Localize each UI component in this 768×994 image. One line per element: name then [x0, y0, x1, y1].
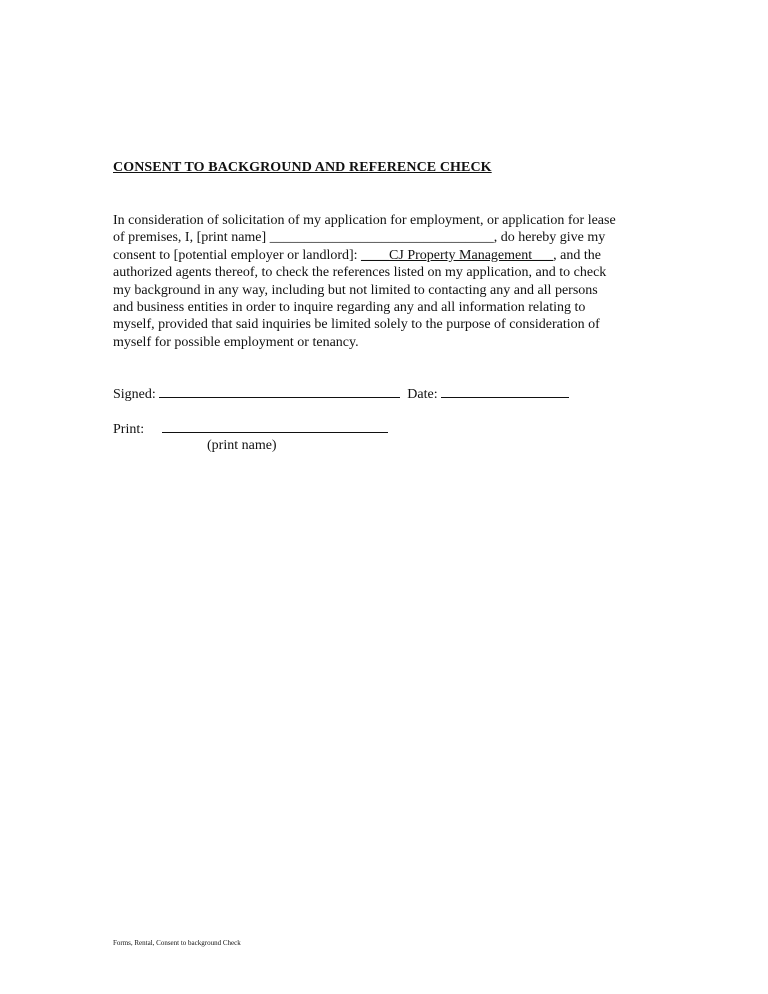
date-label: Date:	[407, 387, 438, 402]
paragraph-line	[113, 229, 643, 246]
paragraph-text: , do hereby give my	[493, 230, 606, 246]
date-line[interactable]	[441, 385, 569, 398]
print-label: Print:	[113, 422, 145, 437]
paragraph-line: my background in any way, including but not limited to contacting any and all persons	[113, 282, 598, 298]
paragraph-text: , and the	[553, 247, 601, 263]
paragraph-line: myself for possible employment or tenancy.	[113, 334, 359, 350]
paragraph-line: authorized agents thereof, to check the references listed on my application, and to check	[113, 265, 607, 281]
paragraph-text: consent to [potential employer or landlord]:	[113, 247, 362, 263]
paragraph-line: myself, provided that said inquiries be limited solely to the purpose of consideration of	[113, 317, 600, 333]
document-title: CONSENT TO BACKGROUND AND REFERENCE CHECK	[113, 160, 492, 175]
print-name-line[interactable]	[162, 420, 388, 433]
signed-label: Signed:	[113, 387, 156, 402]
paragraph-line: and business entities in order to inquire regarding any and all information relating to	[113, 300, 586, 316]
landlord-name-fill: ____CJ Property Management___	[361, 247, 554, 263]
signature-line[interactable]	[159, 385, 400, 398]
consent-paragraph	[113, 212, 643, 351]
paragraph-text: of premises, I, [print name]	[113, 230, 270, 246]
paragraph-line	[113, 247, 643, 264]
print-name-caption: (print name)	[207, 438, 277, 453]
print-row	[113, 420, 388, 438]
document-footer: Forms, Rental, Consent to background Check	[113, 939, 241, 947]
signature-row	[113, 385, 569, 403]
paragraph-line: In consideration of solicitation of my application for employment, or application for lease	[113, 213, 616, 228]
print-name-blank: ________________________________	[269, 230, 494, 246]
